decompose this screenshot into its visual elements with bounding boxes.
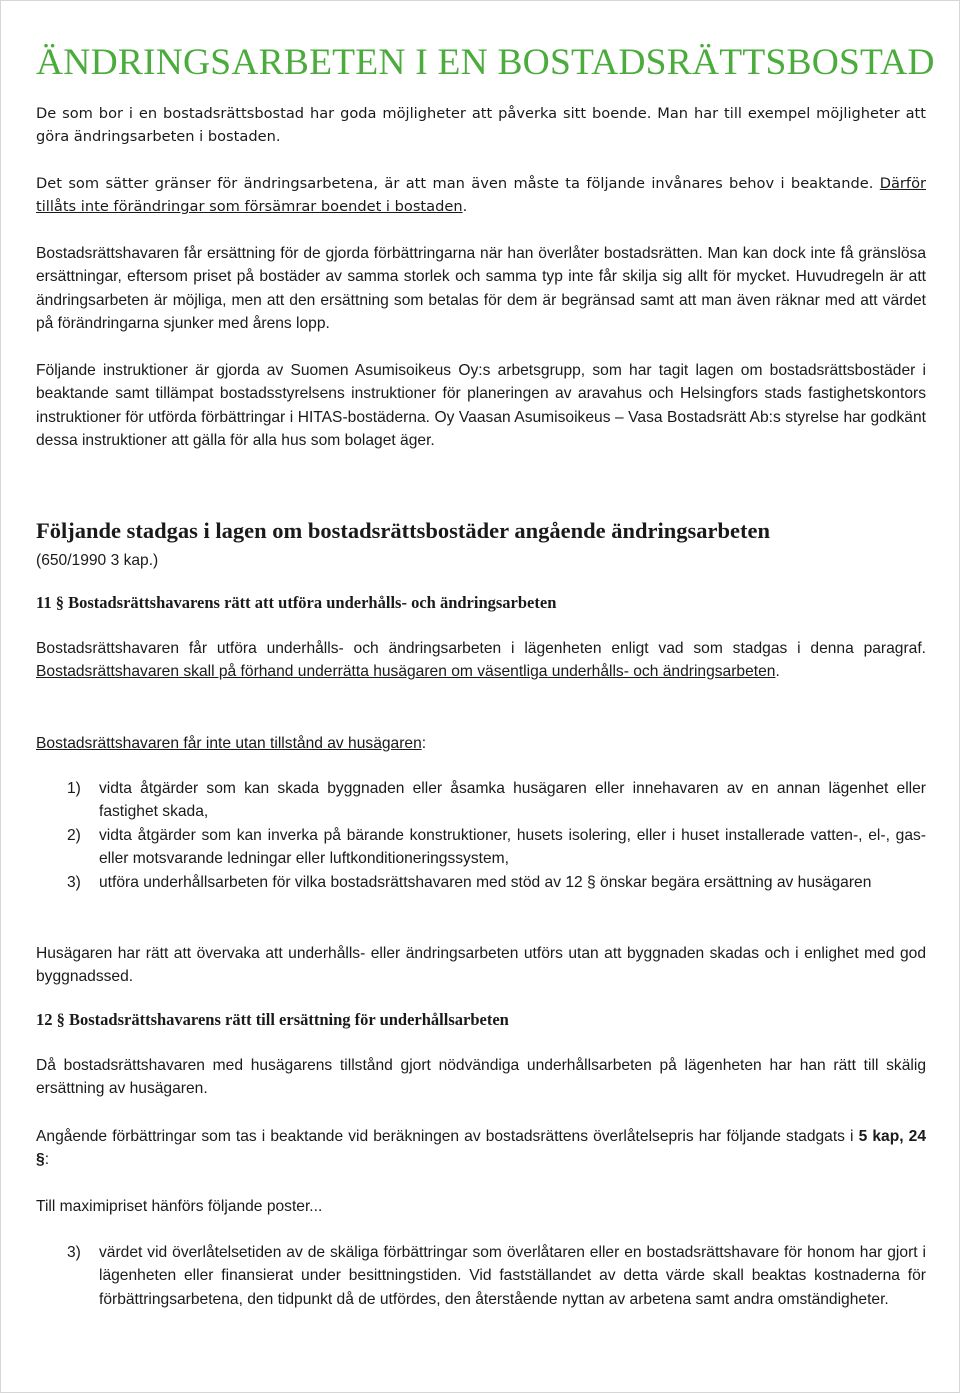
section-11-text: Bostadsrättshavaren får utföra underhålls- och ändringsarbeten i lägenheten enligt vad som stadgas i denna paragraf. xyxy=(36,640,926,657)
section-11-closing: Husägaren har rätt att övervaka att underhålls- eller ändringsarbeten utförs utan att byggnaden skadas och i enlighet med god byggnadssed. xyxy=(36,945,926,986)
list-intro-underlined: Bostadsrättshavaren får inte utan tillstånd av husägaren xyxy=(36,735,422,752)
section-12-paragraph: Då bostadsrättshavaren med husägarens tillstånd gjort nödvändiga underhållsarbeten på lägenheten har han rätt till skälig ersättning av husägaren. xyxy=(36,1057,926,1098)
list-item: 3) värdet vid överlåtelsetiden av de skäliga förbättringar som överlåtaren eller en bostadsrättshavare för honom har gjort i lägenheten eller finansierat under besittningstiden. Vid fastställandet av detta värde skall beaktas kostnaderna för förbättringsarbetena, den tidpunkt då de utfördes, den återstående nyttan av arbetena samt andra omständigheter. xyxy=(67,1244,926,1308)
section-11-underlined: Bostadsrättshavaren skall på förhand underrätta husägaren om väsentliga underhålls- och ändringsarbeten xyxy=(36,663,776,681)
list-item: 2) vidta åtgärder som kan inverka på bärande konstruktioner, husets isolering, eller i huset installerade vatten-, el-, gas- eller motsvarande ledningar eller luftkonditioneringssystem, xyxy=(67,826,926,868)
improvements-reference: 5 kap, 24 § xyxy=(36,1128,926,1169)
limits-paragraph xyxy=(36,172,926,219)
compensation-paragraph: Bostadsrättshavaren får ersättning för de gjorda förbättringarna när han överlåter bostadsrätten. Man kan dock inte få gränslösa ersättningar, eftersom priset på bostäder av samma storlek och samma typ inte får skilja sig allt för mycket. Huvudregeln är att ändringsarbeten är möjliga, men att den ersättning som betalas för dem är begränsad samt att man även räknar med att värdet på förändringarna sjunker med årens lopp. xyxy=(36,245,926,333)
limits-end: . xyxy=(462,198,468,216)
section-11-paragraph xyxy=(36,637,926,684)
page-title: ÄNDRINGSARBETEN I EN BOSTADSRÄTTSBOSTAD xyxy=(36,42,935,83)
list-item: 3) utföra underhållsarbeten för vilka bostadsrättshavaren med stöd av 12 § önskar begära ersättning av husägaren xyxy=(67,873,872,891)
max-price-list xyxy=(36,1241,926,1311)
improvements-paragraph xyxy=(36,1125,926,1172)
improvements-text: Angående förbättringar som tas i beaktande vid beräkningen av bostadsrättens överlåtelsepris har följande stadgats i xyxy=(36,1128,859,1145)
permission-list xyxy=(36,777,926,894)
law-heading: Följande stadgas i lagen om bostadsrättsbostäder angående ändringsarbeten xyxy=(36,518,771,543)
limits-underlined: Därför tillåts inte förändringar som försämrar boendet i bostaden xyxy=(36,175,926,216)
list-item: 1) vidta åtgärder som kan skada byggnaden eller åsamka husägaren eller innehavaren av en annan lägenhet eller fastighet skada, xyxy=(67,780,926,821)
section-11-end: . xyxy=(775,663,780,681)
limits-text: Det som sätter gränser för ändringsarbetena, är att man även måste ta följande invånares behov i beaktande. xyxy=(36,175,880,192)
max-price-paragraph: Till maximipriset hänförs följande poster... xyxy=(36,1198,323,1215)
improvements-end: : xyxy=(44,1151,50,1169)
list-intro xyxy=(36,732,926,755)
intro-paragraph: De som bor i en bostadsrättsbostad har goda möjligheter att påverka sitt boende. Man har till exempel möjligheter att göra ändringsarbeten i bostaden. xyxy=(36,105,926,146)
law-reference: (650/1990 3 kap.) xyxy=(36,552,159,569)
list-intro-end: : xyxy=(421,735,427,752)
section-11-heading: 11 § Bostadsrättshavarens rätt att utföra underhålls- och ändringsarbeten xyxy=(36,593,557,612)
section-12-heading: 12 § Bostadsrättshavarens rätt till ersättning för underhållsarbeten xyxy=(36,1010,509,1029)
instructions-paragraph: Följande instruktioner är gjorda av Suomen Asumisoikeus Oy:s arbetsgrupp, som har tagit lagen om bostadsrättsbostäder i beaktande samt tillämpat bostadsstyrelsens instruktioner för planeringen av aravahus och Helsingfors stads fastighetskontors instruktioner för utförda förbättringar i HITAS-bostäderna. Oy Vaasan Asumisoikeus – Vasa Bostadsrätt Ab:s styrelse har godkänt dessa instruktioner att gälla för alla hus som bolaget äger. xyxy=(36,362,926,450)
